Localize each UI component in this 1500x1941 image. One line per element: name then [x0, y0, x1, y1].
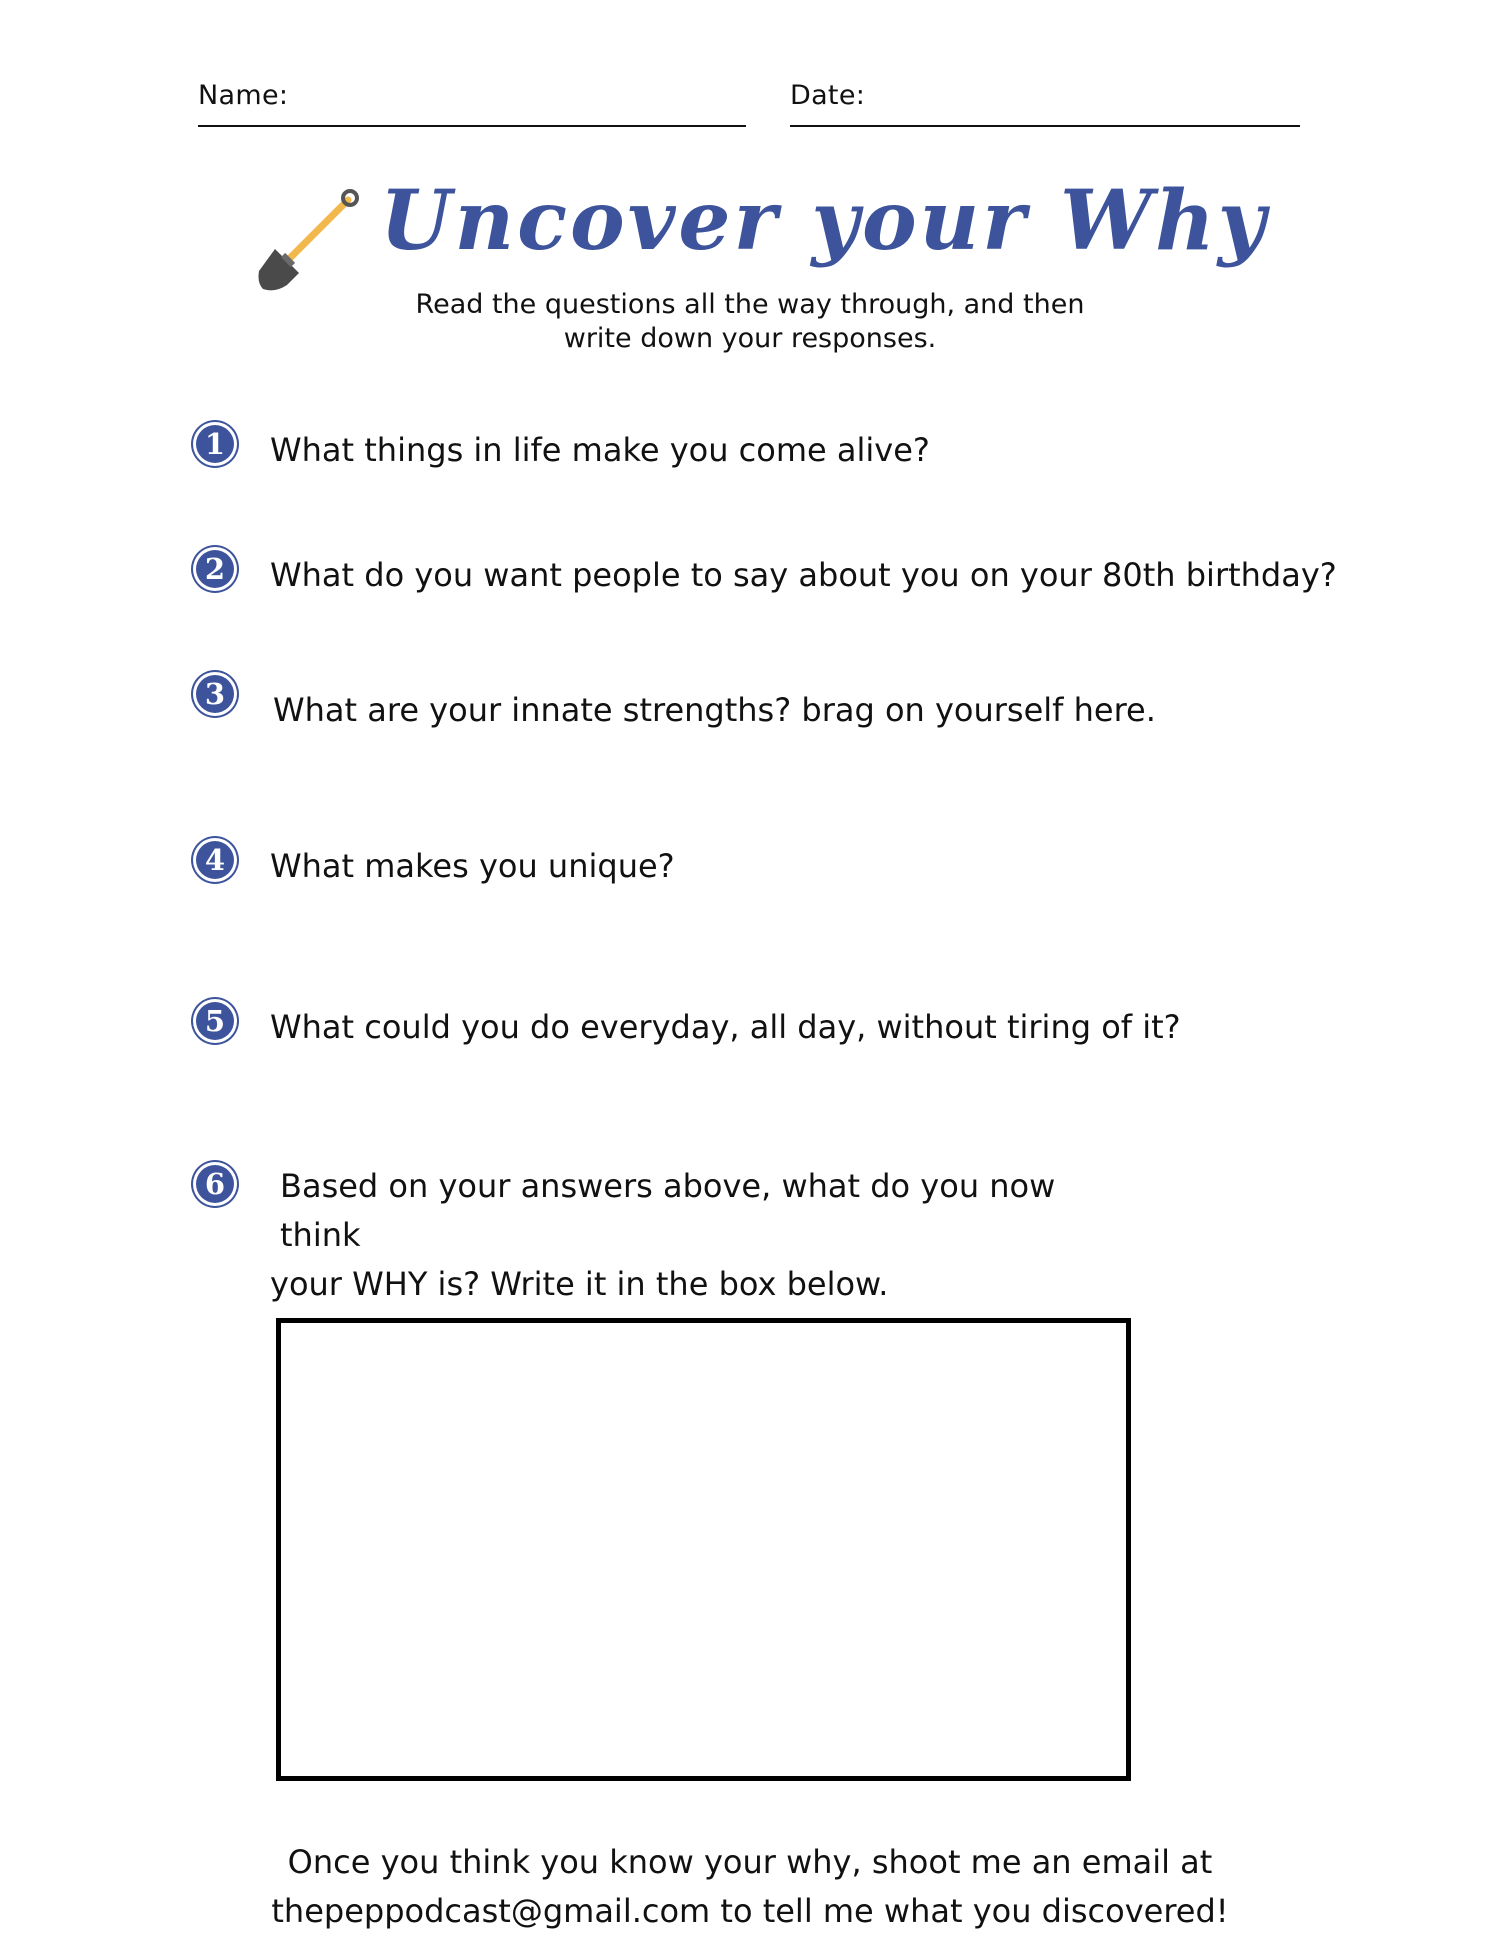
name-label: Name:	[198, 80, 289, 111]
subtitle-line-2: write down your responses.	[563, 323, 937, 354]
number-2-badge-icon: 2	[193, 547, 237, 591]
number-5-badge-icon: 5	[193, 999, 237, 1043]
question-2-text: What do you want people to say about you on your 80th birthday?	[270, 556, 1337, 594]
number-3-badge-icon: 3	[193, 672, 237, 716]
question-6-line-1: Based on your answers above, what do you now think	[280, 1167, 1056, 1254]
question-3-text: What are your innate strengths? brag on yourself here.	[273, 691, 1156, 729]
date-field-line[interactable]	[790, 125, 1300, 127]
subtitle-line-1: Read the questions all the way through, and then	[415, 289, 1085, 320]
name-field-line[interactable]	[198, 125, 746, 127]
question-6-line-2: your WHY is? Write it in the box below.	[270, 1265, 889, 1303]
shovel-icon	[255, 185, 365, 295]
number-1-badge-icon: 1	[193, 422, 237, 466]
footer-note	[200, 1838, 1300, 1936]
question-5-text: What could you do everyday, all day, without tiring of it?	[270, 1008, 1181, 1046]
footer-line-2: thepeppodcast@gmail.com to tell me what you discovered!	[271, 1892, 1229, 1930]
date-label: Date:	[790, 80, 866, 111]
footer-line-1: Once you think you know your why, shoot me an email at	[287, 1843, 1213, 1881]
title-block	[240, 170, 1269, 300]
question-4-text: What makes you unique?	[270, 847, 675, 885]
number-6-badge-icon: 6	[193, 1162, 237, 1206]
why-answer-box[interactable]	[276, 1318, 1131, 1781]
page-subtitle	[350, 288, 1150, 356]
question-1-text: What things in life make you come alive?	[270, 431, 930, 469]
page-title: Uncover your Why	[380, 173, 1269, 269]
number-4-badge-icon: 4	[193, 838, 237, 882]
question-6-text	[270, 1162, 1090, 1309]
